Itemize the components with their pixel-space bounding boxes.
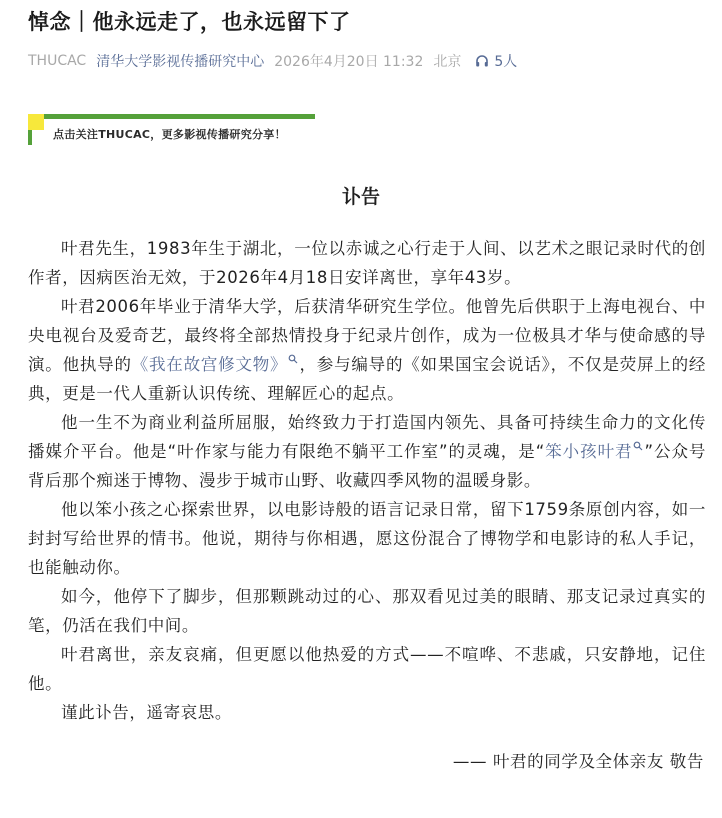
account-name-link[interactable]: 清华大学影视传播研究中心 bbox=[96, 54, 265, 70]
paragraph-6: 叶君离世，亲友哀痛，但更愿以他热爱的方式——不喧哗、不悲戚，只安静地，记住他。 bbox=[28, 645, 706, 693]
paragraph-5: 如今，他停下了脚步，但那颗跳动过的心、那双看见过美的眼睛、那支记录过真实的笔，仍活在我们中间。 bbox=[28, 587, 706, 635]
follow-banner[interactable] bbox=[28, 114, 318, 146]
paragraph-2 bbox=[28, 292, 706, 408]
signature: —— 叶君的同学及全体亲友 敬告 bbox=[452, 752, 704, 771]
paragraph-2-text-a: 叶君2006年毕业于清华大学，后获清华研究生学位。他曾先后供职于上海电视台、中央电视台及爱奇艺，最终将全部热情投身于纪录片创作，成为一位极具才华与使命感的导演。他执导的 bbox=[28, 297, 706, 374]
article-title: 悼念｜他永远走了，也永远留下了 bbox=[28, 10, 351, 34]
banner-top-bar bbox=[28, 114, 315, 119]
article-body bbox=[28, 234, 706, 727]
search-icon[interactable] bbox=[633, 441, 643, 451]
paragraph-3 bbox=[28, 408, 706, 495]
film-link-forbidden-city[interactable]: 《我在故宫修文物》 bbox=[131, 355, 288, 374]
banner-yellow-square bbox=[28, 114, 44, 130]
listen-button[interactable] bbox=[475, 51, 517, 71]
publish-date: 2026年4月20日 11:32 bbox=[274, 54, 424, 70]
paragraph-3-text-a: 他一生不为商业利益所屈服，始终致力于打造国内领先、具备可持续生命力的文化传播媒介平台。他是“叶作家与能力有限绝不躺平工作室”的灵魂，是“ bbox=[28, 413, 706, 461]
notice-heading: 讣告 bbox=[341, 186, 380, 208]
listen-count: 5人 bbox=[494, 54, 518, 70]
follow-text: 点击关注THUCAC，更多影视传播研究分享！ bbox=[53, 128, 286, 141]
headphones-icon bbox=[475, 54, 489, 68]
article-meta bbox=[28, 50, 517, 72]
account-link-bencxiaohai[interactable]: 笨小孩叶君 bbox=[544, 442, 633, 461]
paragraph-7: 谨此讣告，遥寄哀思。 bbox=[61, 703, 232, 722]
paragraph-3-text-b: ”公众号背后那个痴迷于博物、漫步于城市山野、收藏四季风物的温暖身影。 bbox=[28, 442, 706, 490]
paragraph-2-text-b: ，参与编导的《如果国宝会说话》，不仅是荧屏上的经典，更是一代人重新认识传统、理解匠心的起点。 bbox=[28, 355, 706, 403]
author-name: THUCAC bbox=[28, 53, 87, 69]
paragraph-1: 叶君先生，1983年生于湖北，一位以赤诚之心行走于人间、以艺术之眼记录时代的创作者，因病医治无效，于2026年4月18日安详离世，享年43岁。 bbox=[28, 239, 706, 287]
paragraph-4: 他以笨小孩之心探索世界，以电影诗般的语言记录日常，留下1759条原创内容，如一封封写给世界的情书。他说，期待与你相遇，愿这份混合了博物学和电影诗的私人手记，也能触动你。 bbox=[28, 500, 706, 577]
search-icon[interactable] bbox=[288, 354, 298, 364]
publish-location: 北京 bbox=[433, 54, 462, 70]
